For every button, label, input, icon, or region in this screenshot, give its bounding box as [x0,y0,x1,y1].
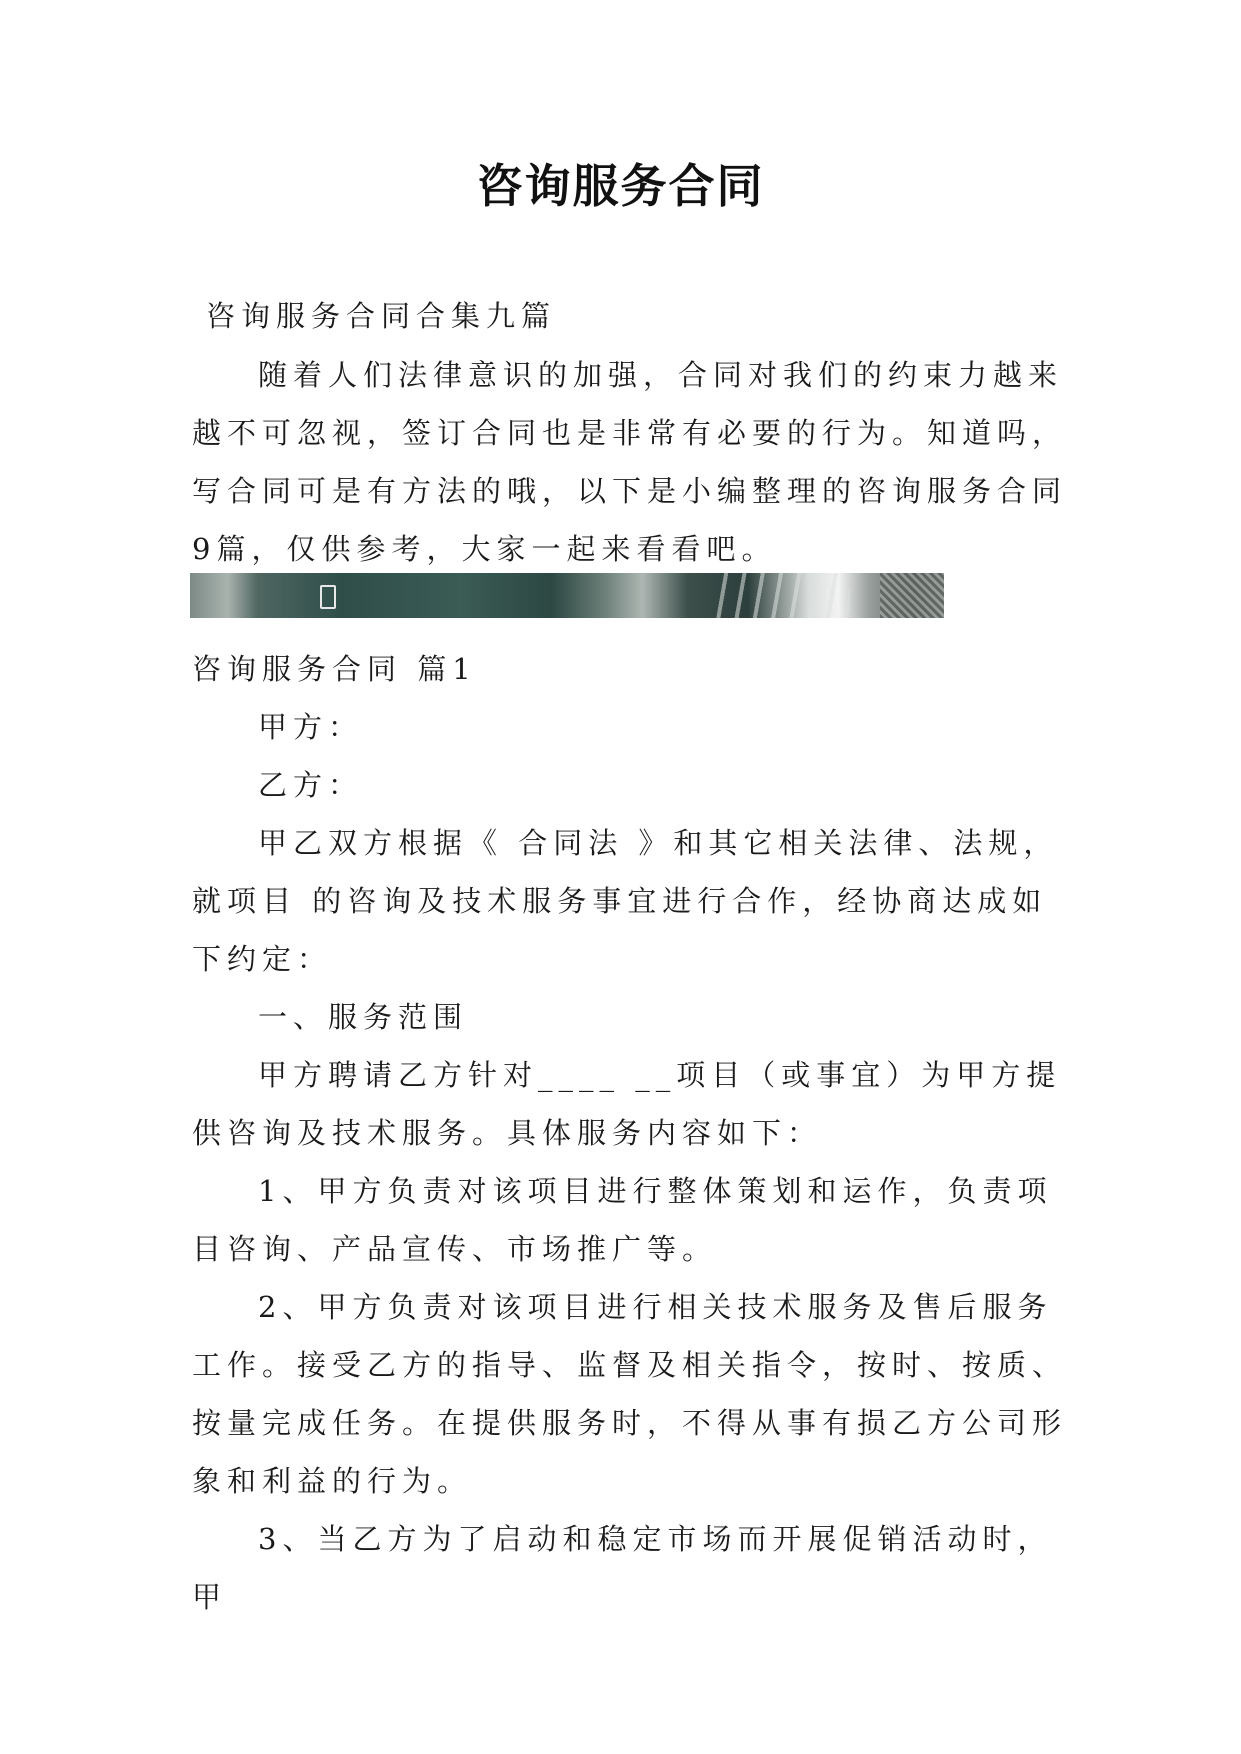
clause-heading-service-scope: 一、服务范围 [258,1000,469,1034]
clause-item-1: 1、甲方负责对该项目进行整体策划和运作，负责项目咨询、产品宣传、市场推广等。 [192,1174,1053,1266]
party-a-line: 甲方： [258,710,364,744]
service-scope-paragraph: 甲方聘请乙方针对____ __项目（或事宜）为甲方提供咨询及技术服务。具体服务内容如下： [192,1058,1062,1150]
party-b-line: 乙方： [258,768,364,802]
agreement-paragraph: 甲乙双方根据《 合同法 》和其它相关法律、法规，就项目 的咨询及技术服务事宜进行合作，经协商达成如下约定： [192,826,1059,976]
intro-paragraph: 随着人们法律意识的加强，合同对我们的约束力越来越不可忽视，签订合同也是非常有必要的行为。知道吗，写合同可是有方法的哦，以下是小编整理的咨询服务合同9篇，仅供参考，大家一起来看看吧。 [192,358,1068,566]
photo-plaid-pattern [880,573,944,618]
decorative-photo-strip [190,573,944,618]
document-title: 咨询服务合同 [476,159,765,213]
document-subtitle: 咨询服务合同合集九篇 [206,299,557,333]
section-heading: 咨询服务合同 篇1 [192,652,477,686]
clause-item-2: 2、甲方负责对该项目进行相关技术服务及售后服务工作。接受乙方的指导、监督及相关指令，按时、按质、按量完成任务。在提供服务时，不得从事有损乙方公司形象和利益的行为。 [192,1290,1068,1498]
photo-earring-detail [320,585,336,609]
photo-light-streak [710,573,850,618]
contract-body [192,698,1072,1626]
clause-item-3: 3、当乙方为了启动和稳定市场而开展促销活动时，甲 [192,1522,1053,1614]
